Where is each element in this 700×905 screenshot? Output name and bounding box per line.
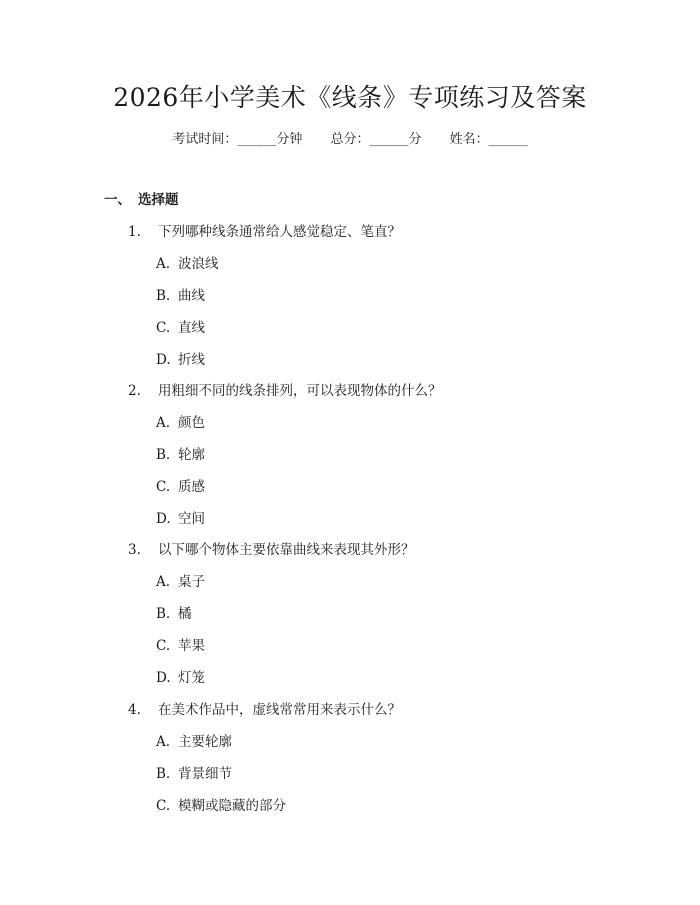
option-1b xyxy=(156,286,205,306)
option-letter: C. xyxy=(156,479,171,495)
option-1a xyxy=(156,254,219,274)
option-1c xyxy=(156,318,205,338)
section-heading xyxy=(104,190,179,210)
option-letter: B. xyxy=(156,447,171,463)
total-score: 总分：______分 xyxy=(330,132,422,147)
option-letter: D. xyxy=(156,352,171,368)
section-title: 选择题 xyxy=(138,192,179,208)
option-2d xyxy=(156,509,205,529)
option-text: 橘 xyxy=(178,606,192,622)
option-2b xyxy=(156,445,205,465)
option-letter: A. xyxy=(156,415,171,431)
option-3a xyxy=(156,572,205,592)
exam-time: 考试时间：______分钟 xyxy=(172,132,303,147)
option-text: 模糊或隐藏的部分 xyxy=(178,798,286,814)
question-text: 下列哪种线条通常给人感觉稳定、笔直？ xyxy=(158,224,401,240)
option-4b xyxy=(156,764,232,784)
option-4c xyxy=(156,796,286,816)
option-text: 背景细节 xyxy=(178,766,232,782)
question-1 xyxy=(128,222,401,242)
option-letter: D. xyxy=(156,511,171,527)
question-number: 4. xyxy=(128,702,141,718)
option-letter: D. xyxy=(156,670,171,686)
question-number: 3. xyxy=(128,542,141,558)
option-3d xyxy=(156,668,205,688)
option-text: 质感 xyxy=(178,479,205,495)
page-title: 2026年小学美术《线条》专项练习及答案 xyxy=(113,83,587,112)
option-text: 桌子 xyxy=(178,574,205,590)
student-name: 姓名：______ xyxy=(449,132,528,147)
option-text: 灯笼 xyxy=(178,670,205,686)
option-letter: B. xyxy=(156,766,171,782)
question-4 xyxy=(128,700,401,720)
option-text: 折线 xyxy=(178,352,205,368)
question-text: 在美术作品中，虚线常常用来表示什么？ xyxy=(158,702,401,718)
option-3b xyxy=(156,604,192,624)
option-letter: A. xyxy=(156,734,171,750)
option-letter: C. xyxy=(156,638,171,654)
option-text: 颜色 xyxy=(178,415,205,431)
option-text: 轮廓 xyxy=(178,447,205,463)
option-text: 苹果 xyxy=(178,638,205,654)
option-3c xyxy=(156,636,205,656)
question-2 xyxy=(128,381,442,401)
question-3 xyxy=(128,540,415,560)
option-letter: B. xyxy=(156,606,171,622)
option-text: 直线 xyxy=(178,320,205,336)
section-number: 一、 xyxy=(104,192,131,208)
question-text: 以下哪个物体主要依靠曲线来表现其外形？ xyxy=(158,542,415,558)
option-text: 波浪线 xyxy=(178,256,219,272)
option-letter: A. xyxy=(156,256,171,272)
option-2c xyxy=(156,477,205,497)
option-text: 曲线 xyxy=(178,288,205,304)
option-text: 空间 xyxy=(178,511,205,527)
option-letter: B. xyxy=(156,288,171,304)
option-letter: C. xyxy=(156,320,171,336)
exam-info xyxy=(0,130,700,150)
option-text: 主要轮廓 xyxy=(178,734,232,750)
option-4a xyxy=(156,732,232,752)
question-text: 用粗细不同的线条排列，可以表现物体的什么？ xyxy=(158,383,442,399)
option-2a xyxy=(156,413,205,433)
option-1d xyxy=(156,350,205,370)
option-letter: C. xyxy=(156,798,171,814)
question-number: 2. xyxy=(128,383,141,399)
question-number: 1. xyxy=(128,224,141,240)
option-letter: A. xyxy=(156,574,171,590)
